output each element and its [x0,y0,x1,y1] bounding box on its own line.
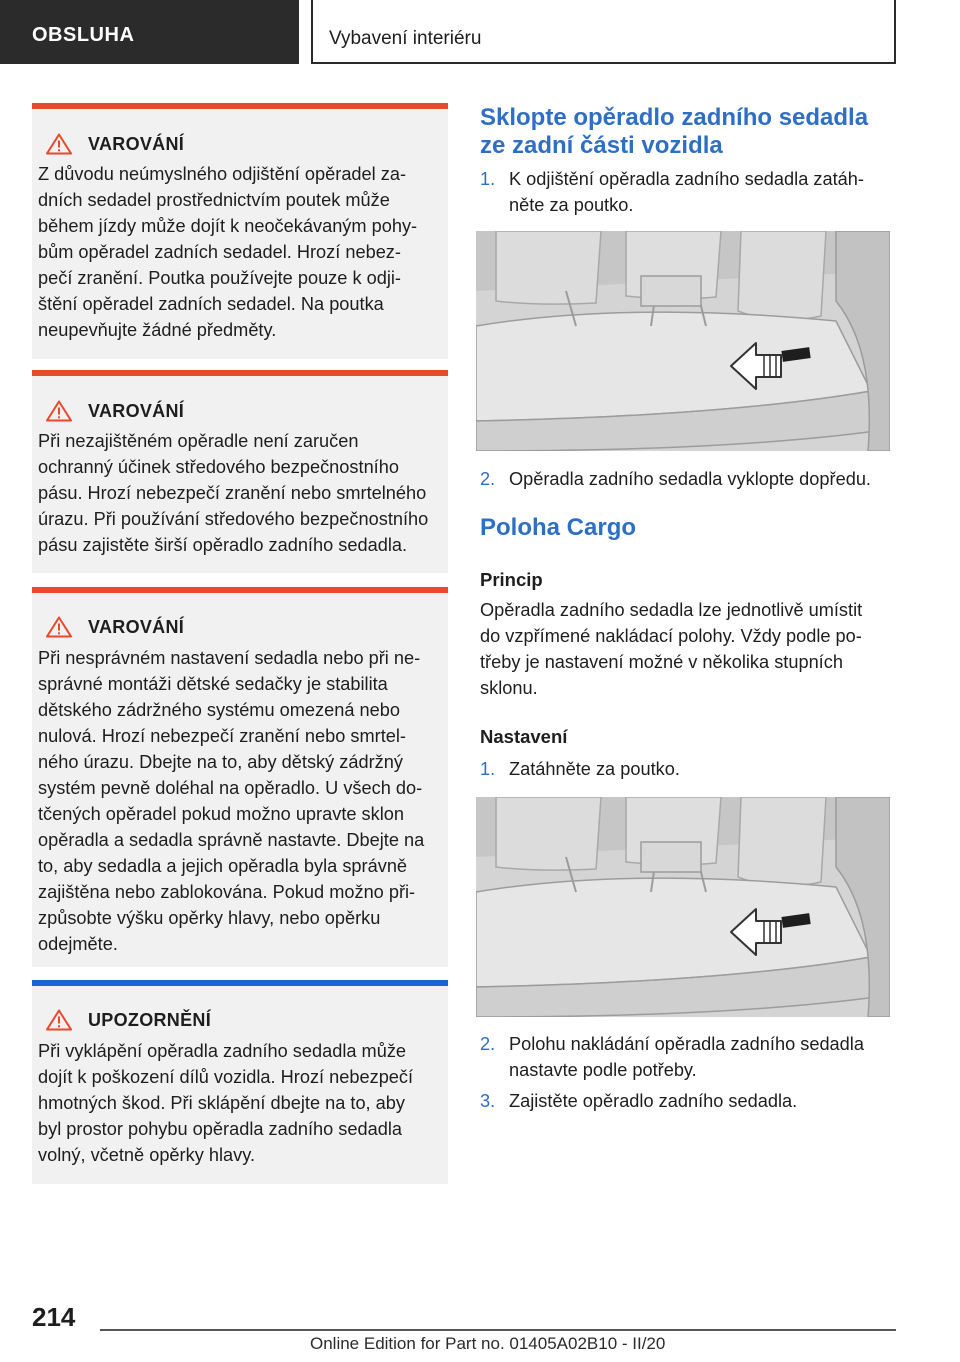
text-line: ného úrazu. Dbejte na to, aby dětský zádržný [38,752,403,772]
text-line: nulová. Hrozí nebezpečí zranění nebo smrtel- [38,726,406,746]
warning-text [38,645,440,957]
heading-line: Sklopte opěradlo zadního sedadla [480,104,869,131]
heading-line: ze zadní části vozidla [480,132,723,159]
text-line: pásu zajistěte širší opěradlo zadního sedadla. [38,535,408,555]
step-text [509,166,864,218]
step-number: 2. [480,469,496,489]
text-line: volný, včetně opěrky hlavy. [38,1145,256,1165]
setting-title: Nastavení [480,726,568,747]
warning-box-2 [32,370,448,573]
cargo-step-3 [480,1088,895,1114]
principle-text [480,597,890,701]
warning-text [38,161,440,343]
seat-strap-figure-2 [476,797,890,1017]
principle-title: Princip [480,569,543,590]
warning-title: VAROVÁNÍ [88,133,185,154]
step-text: Zajistěte opěradlo zadního sedadla. [509,1091,798,1111]
text-line: opěradla a sedadla správně nastavte. Dbejte na [38,830,425,850]
notice-box [32,980,448,1184]
warning-triangle-icon [46,133,72,155]
step-text: Opěradla zadního sedadla vyklopte dopředu. [509,469,871,489]
chapter-tab [311,0,896,64]
warning-title: VAROVÁNÍ [88,400,185,421]
seat-illustration [476,797,890,1017]
text-line: to, aby sedadla a jejich opěradla byla správně [38,856,408,876]
text-line: Při nezajištěném opěradle není zaručen [38,431,359,451]
text-line: byl prostor pohybu opěradla zadního sedadla [38,1119,403,1139]
text-line: ochranný účinek středového bezpečnostního [38,457,399,477]
fold-heading [480,104,868,160]
text-line: dětského zádržného systému omezená nebo [38,700,400,720]
text-line: hmotných škod. Při sklápění dbejte na to, aby [38,1093,405,1113]
footer-divider [100,1329,896,1331]
text-line: Opěradla zadního sedadla lze jednotlivě umístit [480,600,863,620]
warning-header [46,400,184,422]
step-number: 2. [480,1034,496,1054]
text-line: sklonu. [480,678,538,698]
warning-header [46,133,184,155]
text-line: správné montáži dětské sedačky je stabilita [38,674,388,694]
notice-title: UPOZORNĚNÍ [88,1009,212,1030]
seat-illustration [476,231,890,451]
notice-text [38,1038,440,1168]
warning-triangle-icon [46,1009,72,1031]
notice-header [46,1009,211,1031]
warning-text [38,428,440,558]
text-line: bům opěradel zadních sedadel. Hrozí nebez- [38,242,401,262]
text-line: Při nesprávném nastavení sedadla nebo při ne- [38,648,421,668]
section-title: OBSLUHA [32,24,135,46]
warning-box-1 [32,103,448,359]
text-line: Z důvodu neúmyslného odjištění opěradel za- [38,164,407,184]
cargo-heading: Poloha Cargo [480,514,637,541]
step-number: 3. [480,1091,496,1111]
text-line: pečí zranění. Poutka používejte pouze k odji- [38,268,401,288]
text-line: něte za poutko. [509,195,634,215]
text-line: Při vyklápění opěradla zadního sedadla může [38,1041,407,1061]
warning-triangle-icon [46,616,72,638]
text-line: třeby je nastavení možné v několika stupních [480,652,843,672]
fold-step-1 [480,166,895,218]
text-line: Polohu nakládání opěradla zadního sedadla [509,1034,864,1054]
page-number: 214 [32,1302,76,1332]
warning-box-3 [32,587,448,967]
text-line: během jízdy může dojít k neočekávaným pohy- [38,216,418,236]
cargo-step-2 [480,1031,895,1083]
text-line: do vzpřímené nakládací polohy. Vždy podle po- [480,626,862,646]
text-line: pásu. Hrozí nebezpečí zranění nebo smrtelného [38,483,427,503]
step-text: Zatáhněte za poutko. [509,759,680,779]
chapter-title: Vybavení interiéru [329,28,482,49]
text-line: neupevňujte žádné předměty. [38,320,277,340]
text-line: zajištěna nebo zablokována. Pokud možno při- [38,882,416,902]
text-line: nastavte podle potřeby. [509,1060,697,1080]
section-tab [0,0,299,64]
warning-header [46,616,184,638]
step-text [509,1031,864,1083]
text-line: dních sedadel prostřednictvím poutek může [38,190,390,210]
warning-title: VAROVÁNÍ [88,616,185,637]
step-number: 1. [480,759,496,779]
text-line: K odjištění opěradla zadního sedadla zatáh- [509,169,864,189]
step-number: 1. [480,169,496,189]
text-line: dojít k poškození dílů vozidla. Hrozí nebezpečí [38,1067,414,1087]
text-line: štění opěradel zadních sedadel. Na poutka [38,294,384,314]
edition-text: Online Edition for Part no. 01405A02B10 - II/20 [310,1334,666,1353]
fold-step-2 [480,466,895,492]
text-line: systém pevně doléhal na opěradlo. U všech do- [38,778,423,798]
text-line: tčených opěradel pokud možno upravte sklon [38,804,404,824]
seat-strap-figure-1 [476,231,890,451]
warning-triangle-icon [46,400,72,422]
text-line: odejměte. [38,934,118,954]
text-line: způsobte výšku opěrky hlavy, nebo opěrku [38,908,381,928]
text-line: úrazu. Při používání středového bezpečnostního [38,509,429,529]
cargo-step-1 [480,756,895,782]
